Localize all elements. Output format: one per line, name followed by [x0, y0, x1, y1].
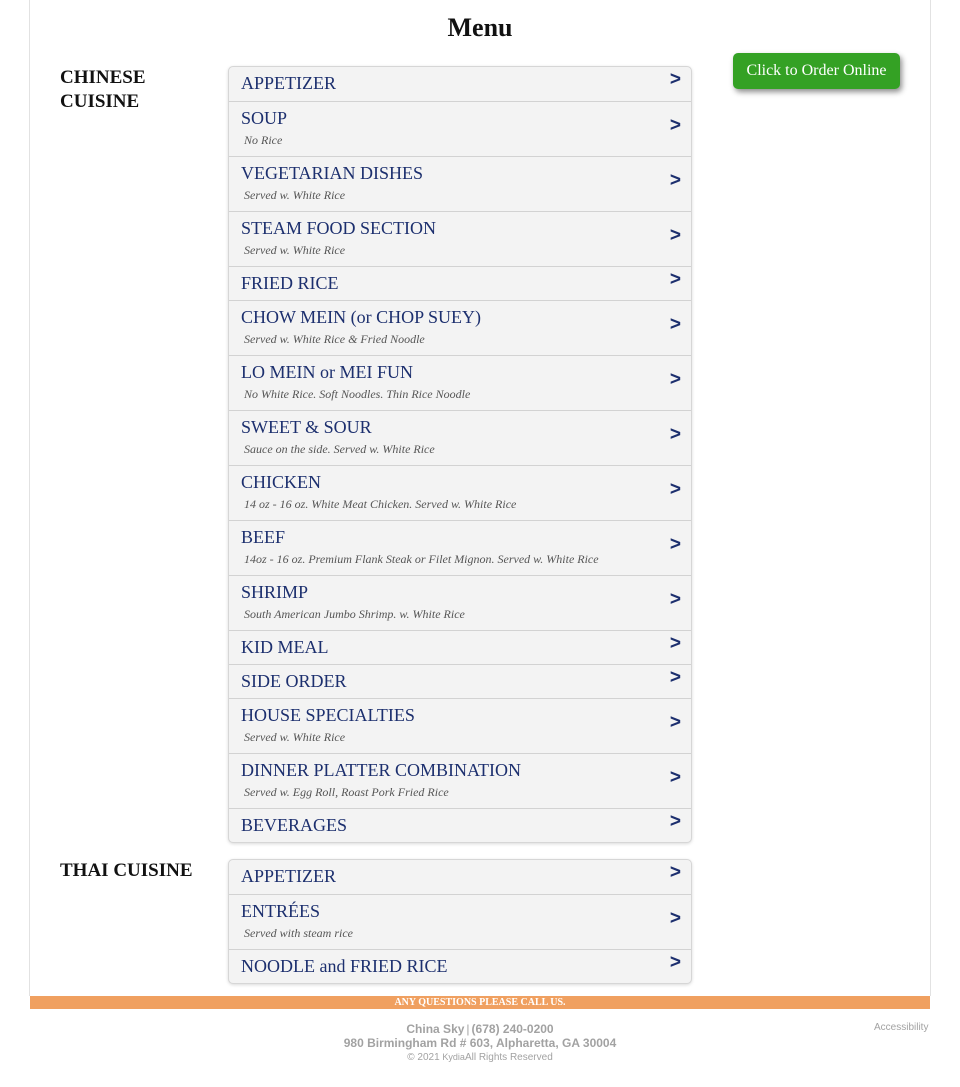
menu-category-description: Served w. White Rice	[244, 188, 346, 202]
menu-category-name: SWEET & SOUR	[241, 417, 372, 437]
chevron-right-icon: >	[669, 424, 681, 445]
menu-category-description: Served with steam rice	[244, 926, 353, 940]
menu-category-name: FRIED RICE	[241, 273, 339, 293]
menu-category-item[interactable]	[229, 575, 691, 630]
menu-category-name: HOUSE SPECIALTIES	[241, 705, 415, 725]
menu-category-description: Sauce on the side. Served w. White Rice	[244, 442, 435, 456]
accessibility-link[interactable]: Accessibility	[874, 1022, 929, 1033]
chevron-right-icon: >	[669, 479, 681, 500]
call-us-banner: ANY QUESTIONS PLEASE CALL US.	[30, 996, 930, 1009]
menu-category-name: LO MEIN or MEI FUN	[241, 362, 413, 382]
order-online-button[interactable]: Click to Order Online	[733, 53, 900, 89]
kydia-link[interactable]: Kydia	[442, 1052, 465, 1062]
footer-address: 980 Birmingham Rd # 603, Alpharetta, GA 30004	[343, 1036, 617, 1050]
chevron-right-icon: >	[669, 269, 681, 290]
thai-menu-list	[228, 859, 692, 984]
chevron-right-icon: >	[669, 667, 681, 688]
menu-category-name: CHICKEN	[241, 472, 321, 492]
chevron-right-icon: >	[669, 952, 681, 973]
menu-category-name: KID MEAL	[241, 637, 329, 657]
chevron-right-icon: >	[669, 589, 681, 610]
menu-category-item[interactable]	[229, 156, 691, 211]
menu-category-description: Served w. Egg Roll, Roast Pork Fried Rice	[244, 785, 449, 799]
menu-category-name: BEEF	[241, 527, 286, 547]
menu-category-item[interactable]	[229, 664, 691, 698]
menu-category-item[interactable]	[229, 465, 691, 520]
chevron-right-icon: >	[669, 69, 681, 90]
page-title: Menu	[447, 13, 513, 42]
menu-category-name: APPETIZER	[241, 73, 337, 93]
menu-category-item[interactable]	[229, 520, 691, 575]
chevron-right-icon: >	[669, 908, 681, 929]
chinese-menu-list	[228, 66, 692, 843]
chevron-right-icon: >	[669, 534, 681, 555]
chevron-right-icon: >	[669, 767, 681, 788]
menu-category-item[interactable]	[229, 698, 691, 753]
section-label-thai: THAI CUISINE	[60, 860, 193, 881]
menu-category-description: 14oz - 16 oz. Premium Flank Steak or Filet Mignon. Served w. White Rice	[244, 552, 599, 566]
menu-category-name: CHOW MEIN (or CHOP SUEY)	[241, 307, 481, 327]
menu-category-name: VEGETARIAN DISHES	[241, 163, 424, 183]
menu-category-description: South American Jumbo Shrimp. w. White Rice	[244, 607, 465, 621]
chevron-right-icon: >	[669, 633, 681, 654]
menu-category-name: NOODLE and FRIED RICE	[241, 956, 448, 976]
menu-category-item[interactable]	[229, 67, 691, 101]
menu-category-item[interactable]	[229, 266, 691, 300]
menu-category-name: SIDE ORDER	[241, 671, 347, 691]
menu-category-name: SOUP	[241, 108, 288, 128]
menu-category-item[interactable]	[229, 949, 691, 983]
menu-category-item[interactable]	[229, 355, 691, 410]
menu-category-item[interactable]	[229, 860, 691, 894]
menu-category-description: Served w. White Rice	[244, 730, 346, 744]
chevron-right-icon: >	[669, 369, 681, 390]
menu-category-item[interactable]	[229, 894, 691, 949]
menu-category-name: DINNER PLATTER COMBINATION	[241, 760, 521, 780]
menu-category-item[interactable]	[229, 410, 691, 465]
menu-category-item[interactable]	[229, 101, 691, 156]
copyright-year: © 2021	[407, 1052, 440, 1063]
section-label-chinese: CHINESE CUISINE	[60, 67, 146, 112]
footer-phone-link[interactable]: (678) 240-0200	[471, 1022, 554, 1036]
menu-category-name: APPETIZER	[241, 866, 337, 886]
footer-separator: |	[466, 1022, 470, 1036]
chevron-right-icon: >	[669, 314, 681, 335]
chevron-right-icon: >	[669, 170, 681, 191]
chevron-right-icon: >	[669, 712, 681, 733]
chevron-right-icon: >	[669, 115, 681, 136]
rights-text: All Rights Reserved	[464, 1052, 553, 1063]
menu-category-description: 14 oz - 16 oz. White Meat Chicken. Served w. White Rice	[244, 497, 517, 511]
chevron-right-icon: >	[669, 862, 681, 883]
menu-category-name: SHRIMP	[241, 582, 309, 602]
menu-category-name: STEAM FOOD SECTION	[241, 218, 437, 238]
chevron-right-icon: >	[669, 225, 681, 246]
chevron-right-icon: >	[669, 811, 681, 832]
menu-category-item[interactable]	[229, 808, 691, 842]
menu-category-description: No White Rice. Soft Noodles. Thin Rice Noodle	[244, 387, 471, 401]
menu-category-description: No Rice	[244, 133, 283, 147]
menu-category-item[interactable]	[229, 753, 691, 808]
menu-category-name: BEVERAGES	[241, 815, 348, 835]
menu-category-name: ENTRÉES	[241, 901, 320, 921]
menu-category-item[interactable]	[229, 211, 691, 266]
menu-category-item[interactable]	[229, 300, 691, 355]
footer-copyright	[0, 1052, 960, 1063]
footer-restaurant-name: China Sky	[406, 1022, 465, 1036]
menu-category-description: Served w. White Rice & Fried Noodle	[244, 332, 425, 346]
menu-category-description: Served w. White Rice	[244, 243, 346, 257]
menu-category-item[interactable]	[229, 630, 691, 664]
footer-contact	[0, 1022, 960, 1036]
